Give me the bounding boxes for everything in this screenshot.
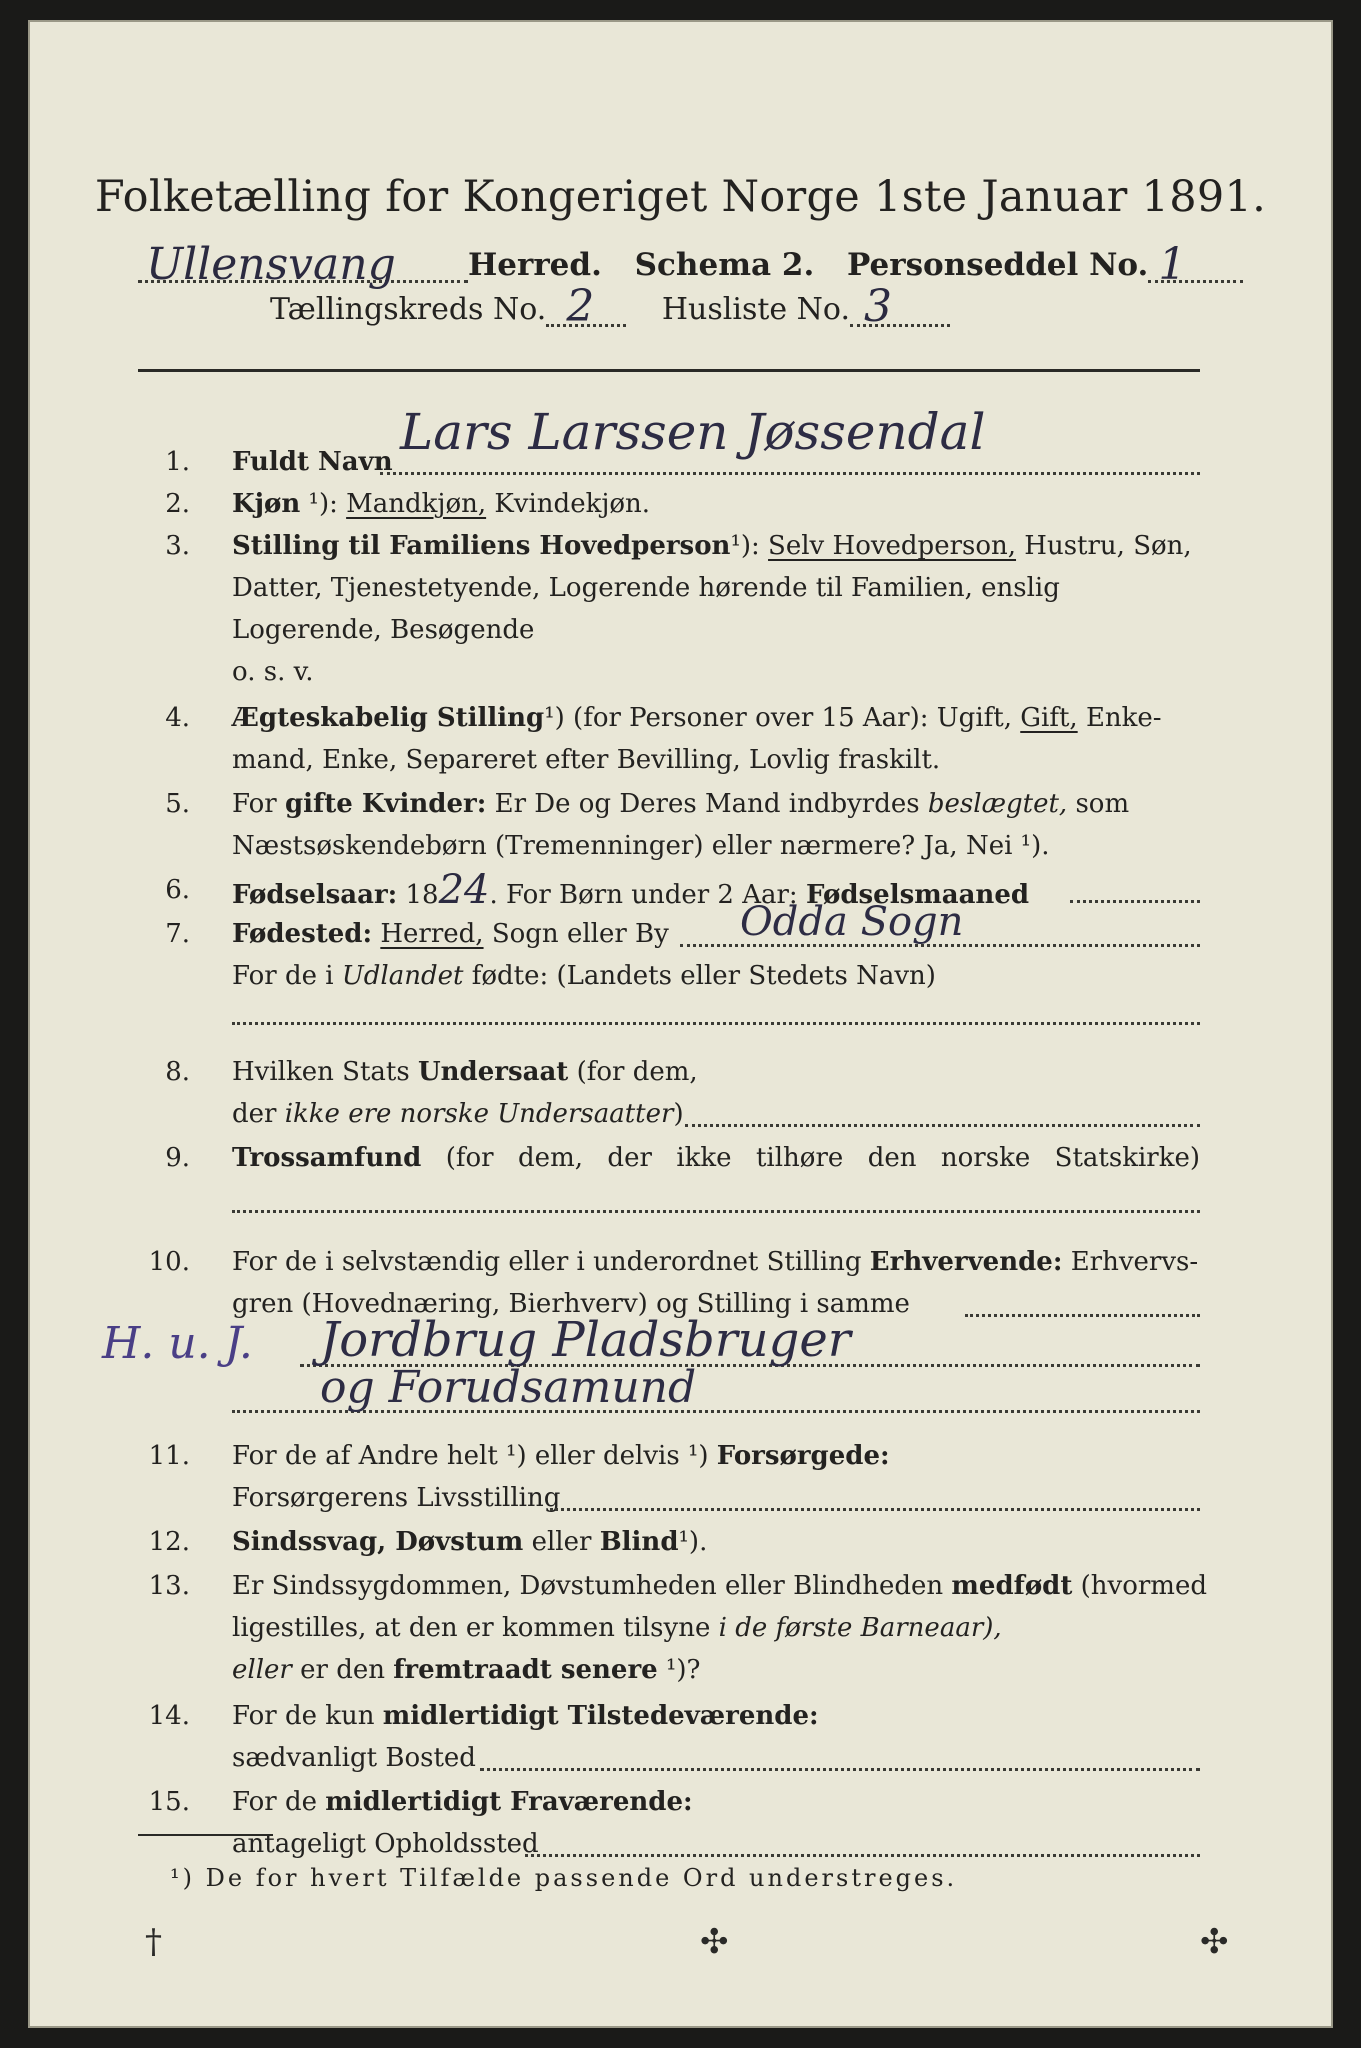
q3-options-rest: Hustru, Søn, [1024, 531, 1192, 561]
q10-line-2-dots [965, 1314, 1200, 1317]
q3-line-2: Datter, Tjenestetyende, Logerende hørende til Familien, enslig [232, 573, 1060, 603]
q3-line-4: o. s. v. [232, 657, 314, 687]
q13-number: 13. [148, 1571, 190, 1601]
q5-number: 5. [165, 789, 190, 819]
q7-foreign-line [232, 1022, 1200, 1025]
q13-label: medfødt [951, 1571, 1073, 1601]
kreds-number: 2 [566, 281, 595, 332]
census-form-page: Folketælling for Kongeriget Norge 1ste Januar 1891. Ullensvang Herred. Schema 2. Personseddel No. 1 Tællingskreds No. 2 Husliste No. 3 1. Fuldt Navn Lars Larssen Jøssendal 2. Kjøn ¹): Mandkjøn, Kvindekjøn. 3. Stilling til Familiens Hovedperson¹): Selv Hovedperson, Hustru, Søn, Datter, Tjenestetyende, Logerende hørende til Familien, enslig Logerende, Besøgende o. s. v. 4. Ægteskabelig Stilling¹) (for Personer over 15 Aar): Ugift, Gift, Enke- mand, Enke, Separeret efter Bevilling, Lovlig fraskilt. 5. For gifte Kvinder: Er De og Deres Mand indbyrdes beslægtet, som Næstsøskendebørn (Tremenninger) eller nærmere? Ja, Nei ¹). 6. Fødselsaar: 1824. For Børn under 2 Aar: Fødselsmaaned 7. Fødested: Herred, Sogn eller By Odda Sogn For de i Udlandet fødte: (Landets eller Stedets Navn) 8. Hvilken Stats Undersaat (for dem, der ikke ere norske Undersaatter) 9. Trossamfund (for dem, der ikke tilhøre den norske Statskirke) 10. For de i selvstændig eller i underordnet Stilling Erhvervende: Erhvervs- gren (Hovednæring, Bierhverv) og Stilling i samme H. u. J. Jordbrug Pladsbruger og Forudsamund 11. For de af Andre helt ¹) eller delvis ¹) Forsørgede: Forsørgerens Livsstilling 12. Sindssvag, Døvstum eller Blind¹). 13. Er Sindssygdommen, Døvstumheden eller Blindheden medfødt (hvormed ligestilles, at den er kommen tilsyne i de første Barneaar), eller er den fremtraadt senere ¹)? 14. For de kun midlertidigt Tilstedeværende: sædvanligt Bosted 15. For de midlertidigt Fraværende: antageligt Opholdssted ¹) De for hvert Tilfælde passende Ord understreges. † ✣ ✣ [28, 20, 1333, 2028]
q13-line-3-post: ¹)? [665, 1655, 701, 1685]
q11-number: 11. [148, 1441, 190, 1471]
personseddel-number: 1 [1158, 239, 1187, 290]
q14-answer-line [480, 1768, 1200, 1771]
footnote-divider [138, 1834, 273, 1836]
q6-label-2: Fødselsmaaned [805, 880, 1030, 910]
q13-line-2-pre: ligestilles, at den er kommen tilsyne [232, 1613, 711, 1643]
q9-label: Trossamfund [232, 1143, 422, 1173]
q7-label: Fødested: [232, 919, 373, 949]
q5-italic: beslægtet, [927, 789, 1068, 819]
registration-mark-center: ✣ [700, 1922, 729, 1962]
q14-pre: For de kun [232, 1701, 375, 1731]
q7-line-2-italic: Udlandet [341, 961, 464, 991]
q12-mid: eller [531, 1527, 592, 1557]
husliste-field [850, 281, 950, 332]
husliste-label: Husliste No. [661, 292, 851, 327]
q6-number: 6. [165, 875, 190, 905]
schema-label: Schema 2. [634, 247, 815, 283]
q3-option-selected: Selv Hovedperson, [768, 531, 1017, 561]
q7-line-2-post: fødte: (Landets eller Stedets Navn) [471, 961, 936, 991]
q8-pre: Hvilken Stats [232, 1057, 410, 1087]
q13-line-3-italic: eller [232, 1655, 292, 1685]
q7-line-2-pre: For de i [232, 961, 334, 991]
q1-answer-handwriting: Lars Larssen Jøssendal [400, 403, 986, 461]
q11-line-2: Forsørgerens Livsstilling [232, 1483, 561, 1513]
q15-answer-line [525, 1854, 1200, 1857]
q2-option-2: Kvindekjøn. [494, 489, 651, 519]
q1-number: 1. [165, 447, 190, 477]
q6-month-line [1070, 900, 1200, 903]
q15-label: midlertidigt Fraværende: [325, 1787, 693, 1817]
q11-pre: For de af Andre helt ¹) eller delvis ¹) [232, 1441, 709, 1471]
q10-line-2: gren (Hovednæring, Bierhverv) og Stilling i samme [232, 1289, 910, 1319]
q4-pre: (for Personer over 15 Aar): Ugift, [573, 703, 1012, 733]
q14-label: midlertidigt Tilstedeværende: [382, 1701, 819, 1731]
header-kreds-line [270, 281, 950, 332]
q8-line-2-pre: der [232, 1099, 277, 1129]
q5-post: som [1075, 789, 1130, 819]
q3-line-3: Logerende, Besøgende [232, 615, 535, 645]
q4-line-2: mand, Enke, Separeret efter Bevilling, Lovlig fraskilt. [232, 745, 941, 775]
q9-number: 9. [165, 1143, 190, 1173]
q7-number: 7. [165, 919, 190, 949]
q4-number: 4. [165, 703, 190, 733]
q13-post: (hvormed [1080, 1571, 1207, 1601]
q4-option-selected: Gift, [1020, 703, 1078, 733]
q10-margin-handwriting: H. u. J. [102, 1318, 253, 1369]
q12-post: ¹). [678, 1527, 708, 1557]
q2-option-selected: Mandkjøn, [346, 489, 487, 519]
q12-label: Sindssvag, Døvstum [232, 1527, 524, 1557]
q2-sup: ¹): [308, 489, 338, 519]
footnote-text: ¹) De for hvert Tilfælde passende Ord understreges. [170, 1864, 958, 1892]
q13-line-3-mid: er den [300, 1655, 385, 1685]
kreds-field [546, 281, 626, 332]
q8-answer-line [685, 1124, 1200, 1127]
q10-post: Erhvervs- [1070, 1247, 1199, 1277]
q3-sup: ¹): [730, 531, 760, 561]
q5-label: gifte Kvinder: [284, 789, 487, 819]
husliste-number: 3 [864, 281, 893, 332]
q7-options-rest: Sogn eller By [491, 919, 669, 949]
herred-label: Herred. [468, 247, 602, 283]
q14-number: 14. [148, 1701, 190, 1731]
q3-label: Stilling til Familiens Hovedperson [232, 531, 731, 561]
q10-pre: For de i selvstændig eller i underordnet Stilling [232, 1247, 862, 1277]
q6-year-prefix: 18 [405, 880, 439, 910]
q15-pre: For de [232, 1787, 317, 1817]
form-title: Folketælling for Kongeriget Norge 1ste Januar 1891. [94, 172, 1267, 222]
q10-number: 10. [148, 1247, 190, 1277]
q1-answer-line [380, 472, 1200, 475]
personseddel-field [1148, 239, 1243, 290]
q2-label: Kjøn [232, 489, 301, 519]
q4-label: Ægteskabelig Stilling [232, 703, 545, 733]
q4-post: Enke- [1085, 703, 1162, 733]
herred-name-handwriting: Ullensvang [146, 239, 396, 290]
q8-line-2-italic: ikke ere norske Undersaatter [284, 1099, 674, 1129]
q9-post: (for dem, der ikke tilhøre den norske Statskirke) [445, 1143, 1200, 1173]
q7-answer-handwriting: Odda Sogn [740, 899, 964, 945]
q10-answer-handwriting-1: Jordbrug Pladsbruger [320, 1312, 851, 1368]
q6-label: Fødselsaar: [232, 880, 398, 910]
q3-number: 3. [165, 531, 190, 561]
q5-line-2: Næstsøskendebørn (Tremenninger) eller nærmere? Ja, Nei ¹). [232, 831, 1050, 861]
q12-number: 12. [148, 1527, 190, 1557]
q13-pre: Er Sindssygdommen, Døvstumheden eller Blindheden [232, 1571, 944, 1601]
q11-answer-line [550, 1508, 1200, 1511]
q4-sup: ¹) [544, 703, 565, 733]
q8-post: (for dem, [576, 1057, 698, 1087]
q12-label-2: Blind [599, 1527, 679, 1557]
q13-line-3-label: fremtraadt senere [393, 1655, 658, 1685]
q11-label: Forsørgede: [716, 1441, 890, 1471]
q2-number: 2. [165, 489, 190, 519]
kreds-label: Tællingskreds No. [270, 292, 547, 327]
q7-option-selected: Herred, [380, 919, 484, 949]
registration-mark-left: † [145, 1922, 162, 1962]
q15-number: 15. [148, 1787, 190, 1817]
q6-year-handwriting: 24 [438, 867, 490, 913]
q10-label: Erhvervende: [869, 1247, 1063, 1277]
q6-mid: For Børn under 2 Aar: [506, 880, 798, 910]
header-divider [138, 369, 1200, 372]
q15-line-2: antageligt Opholdssted [232, 1829, 539, 1859]
herred-name-field [138, 239, 468, 290]
q5-pre: For [232, 789, 277, 819]
q10-answer-handwriting-2: og Forudsamund [320, 1362, 697, 1413]
q5-mid: Er De og Deres Mand indbyrdes [494, 789, 920, 819]
header-herred-line [138, 239, 1243, 290]
q8-label: Undersaat [417, 1057, 569, 1087]
q8-number: 8. [165, 1057, 190, 1087]
q13-line-2-italic: i de første Barneaar), [718, 1613, 1002, 1643]
personseddel-label: Personseddel No. [847, 247, 1149, 283]
q9-answer-line [232, 1210, 1200, 1213]
q1-label: Fuldt Navn [232, 447, 393, 477]
registration-mark-right: ✣ [1200, 1922, 1229, 1962]
q14-line-2: sædvanligt Bosted [232, 1743, 476, 1773]
